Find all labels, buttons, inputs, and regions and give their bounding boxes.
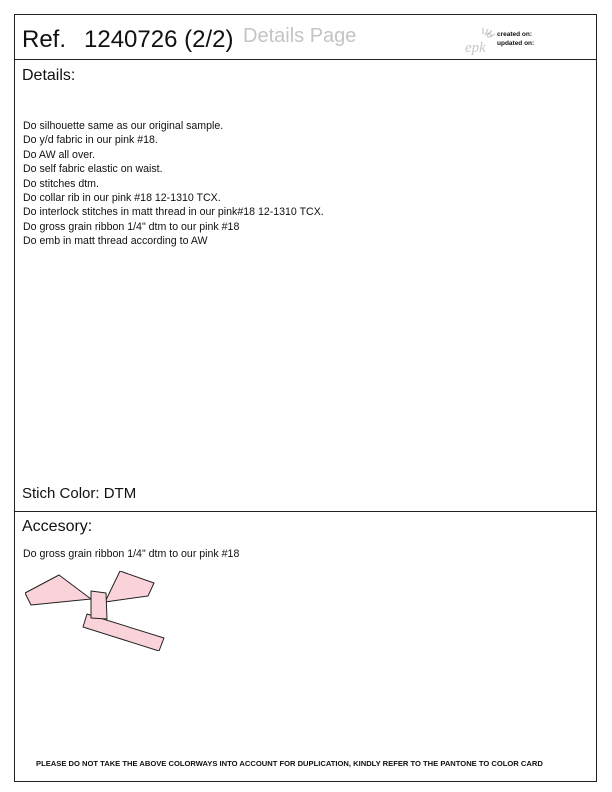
details-list bbox=[23, 119, 324, 249]
bow-left-loop bbox=[25, 575, 91, 605]
logo-mark-icon bbox=[483, 28, 495, 37]
accessory-title: Accesory: bbox=[22, 518, 93, 535]
details-item: Do gross grain ribbon 1/4" dtm to our pink #18 bbox=[23, 220, 240, 233]
stitch-color: Stich Color: DTM bbox=[22, 485, 137, 502]
details-title: Details: bbox=[22, 67, 76, 84]
details-item: Do collar rib in our pink #18 12-1310 TCX. bbox=[23, 192, 221, 205]
bow-right-tail bbox=[83, 614, 164, 651]
bow-knot bbox=[91, 591, 107, 619]
created-label: created on: bbox=[497, 31, 533, 38]
details-item: Do emb in matt thread according to AW bbox=[23, 235, 208, 248]
page-title: Details Page bbox=[243, 25, 357, 47]
details-item: Do self fabric elastic on waist. bbox=[23, 163, 163, 176]
ref-number: 1240726 (2/2) bbox=[84, 26, 234, 53]
reference bbox=[22, 26, 233, 54]
details-item: Do interlock stitches in matt thread in our pink#18 12-1310 TCX. bbox=[23, 206, 324, 219]
details-item: Do y/d fabric in our pink #18. bbox=[23, 134, 158, 147]
accessory-line: Do gross grain ribbon 1/4" dtm to our pink #18 bbox=[23, 548, 240, 560]
meta-info bbox=[497, 30, 534, 48]
updated-label: updated on: bbox=[497, 40, 535, 47]
section-divider bbox=[15, 511, 596, 512]
bow-right-loop bbox=[105, 571, 154, 602]
header bbox=[15, 15, 596, 60]
footer-disclaimer: PLEASE DO NOT TAKE THE ABOVE COLORWAYS INTO ACCOUNT FOR DUPLICATION, KINDLY REFER TO THE PANTONE TO COLOR CARD bbox=[36, 759, 543, 768]
spec-sheet bbox=[14, 14, 597, 782]
details-item: Do AW all over. bbox=[23, 148, 96, 161]
ribbon-bow-illustration bbox=[25, 571, 170, 651]
logo-text: epk bbox=[465, 40, 486, 55]
details-item: Do stitches dtm. bbox=[23, 177, 99, 190]
ref-label: Ref. bbox=[22, 26, 67, 53]
details-item: Do silhouette same as our original sample. bbox=[23, 120, 224, 132]
